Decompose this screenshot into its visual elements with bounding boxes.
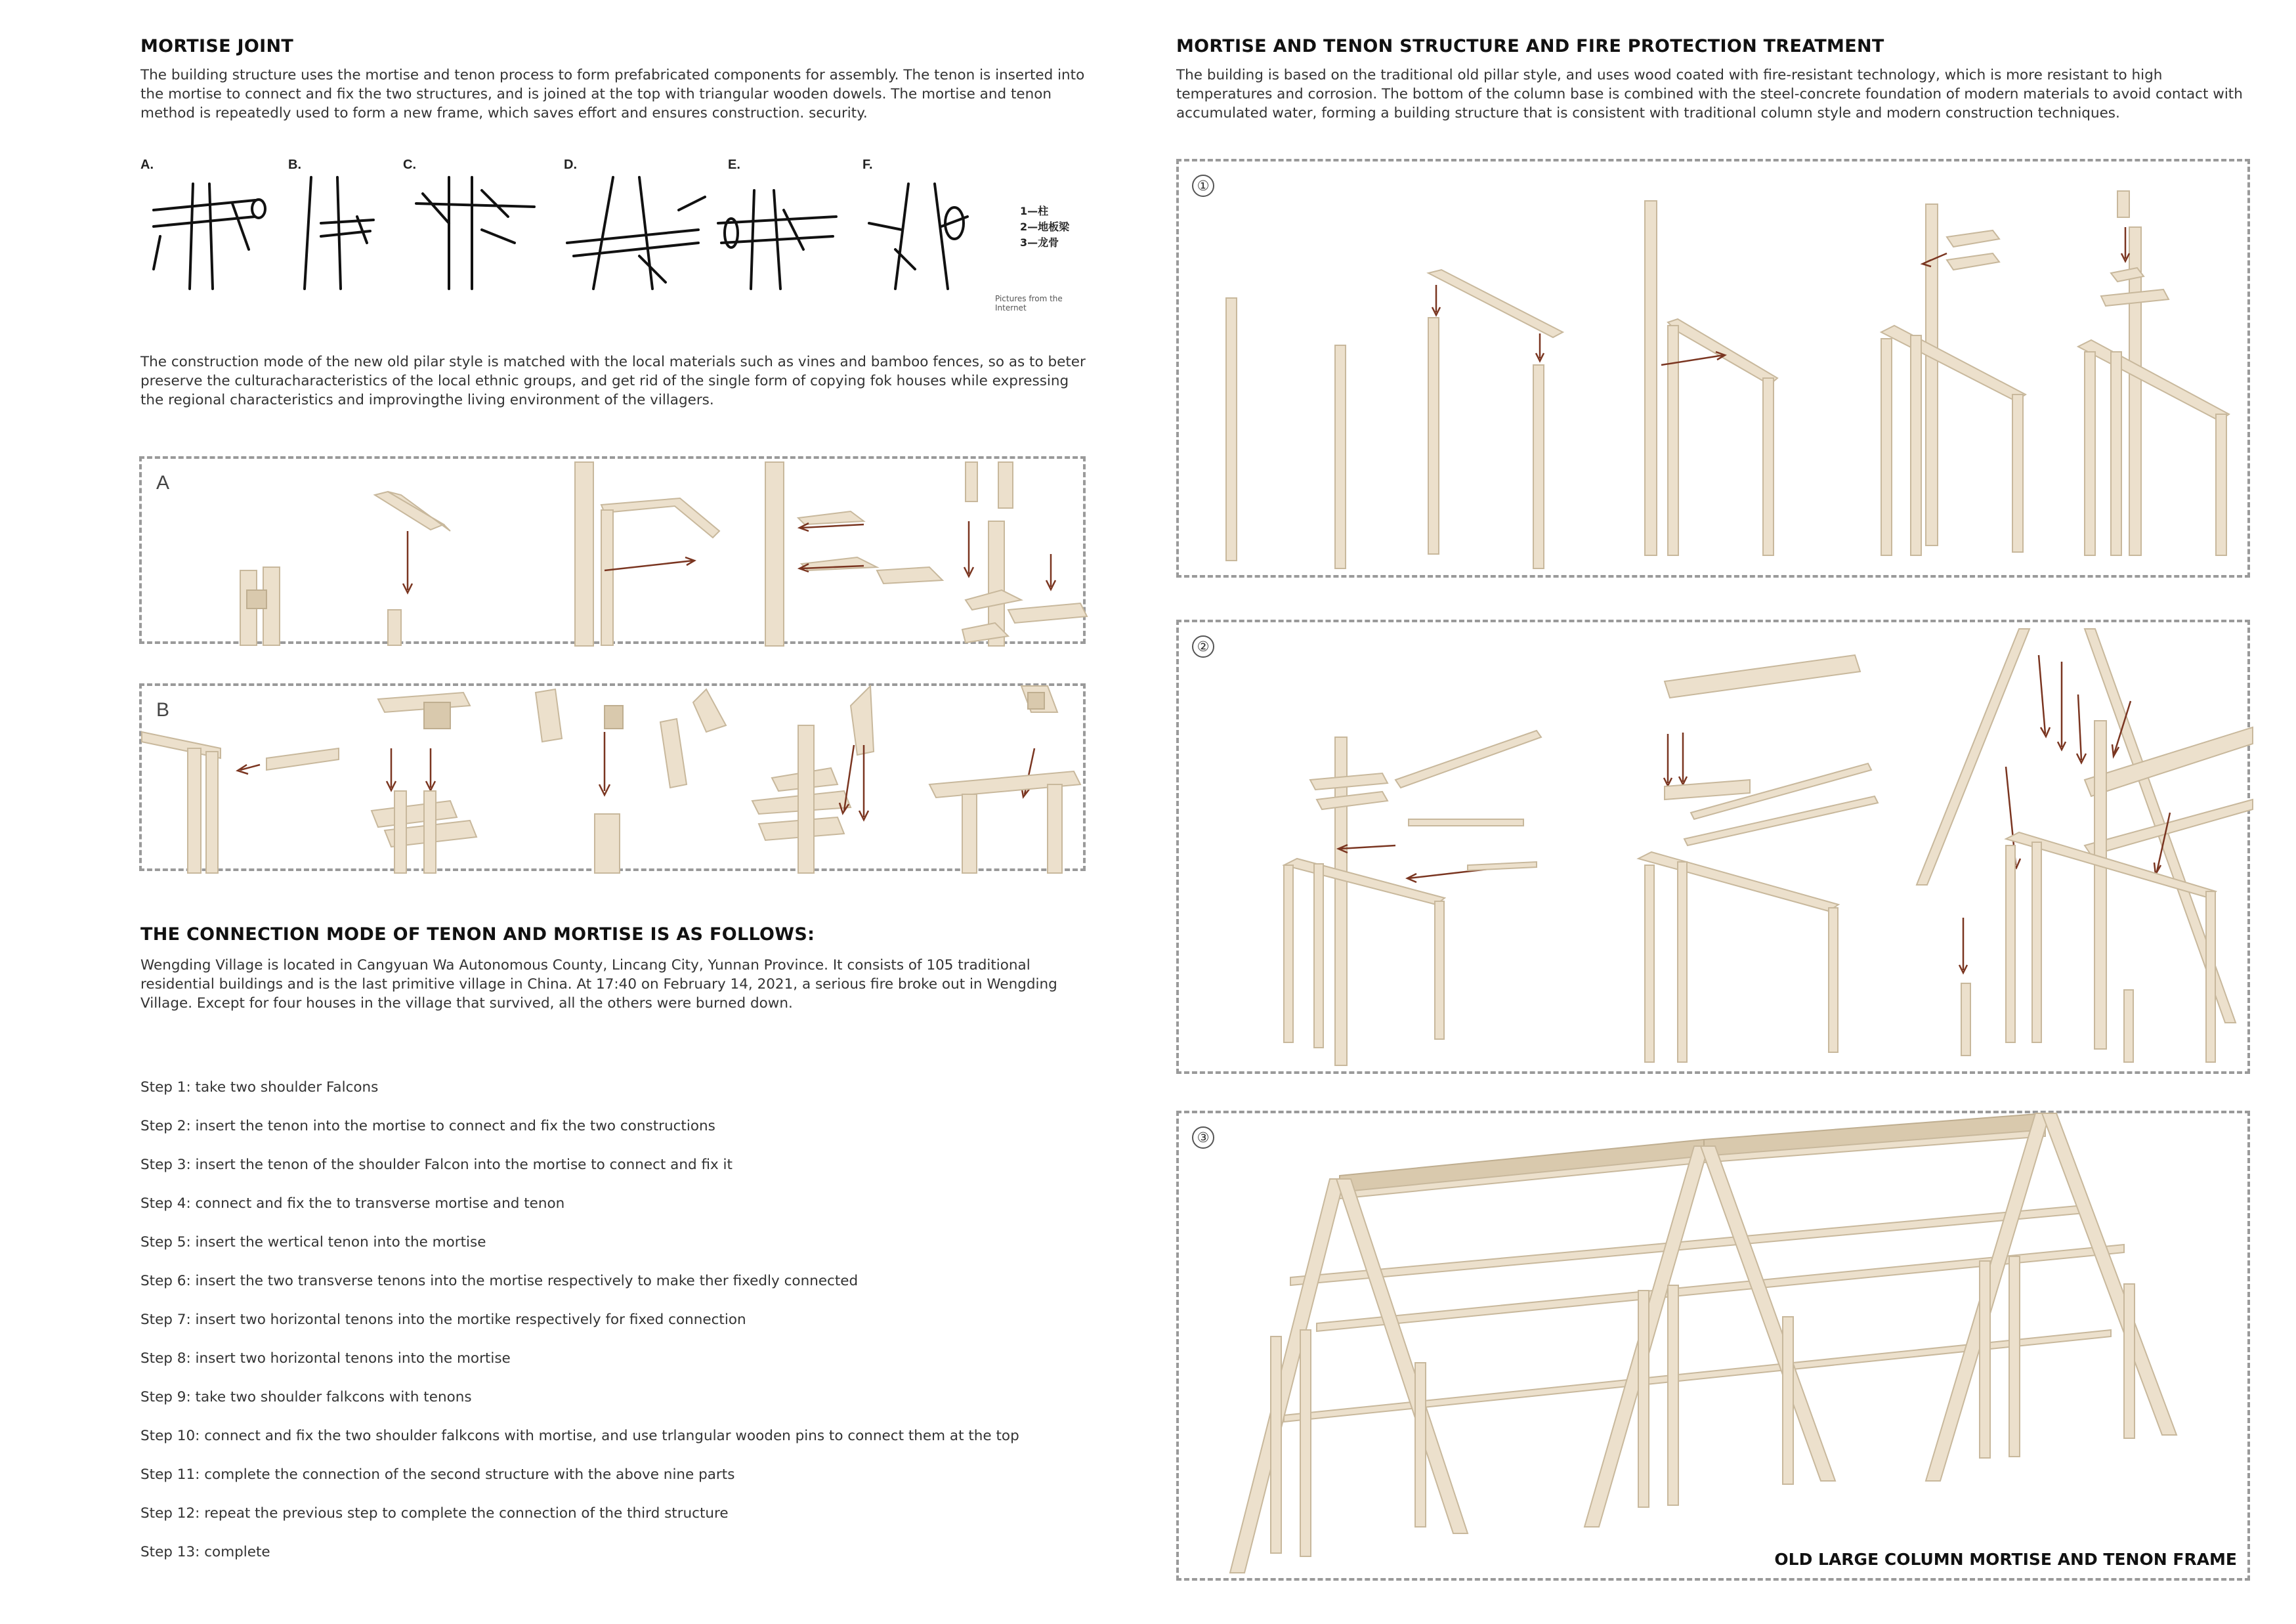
frame-caption: OLD LARGE COLUMN MORTISE AND TENON FRAME — [1774, 1550, 2237, 1569]
list-item: Step 13: complete — [140, 1544, 270, 1560]
sketch-letter-d: D. — [564, 158, 577, 172]
list-item: Step 1: take two shoulder Falcons — [140, 1079, 379, 1096]
box-b-label: B — [156, 699, 170, 721]
joint-sketches — [140, 158, 1092, 312]
list-item: Step 9: take two shoulder falkcons with tenons — [140, 1389, 472, 1405]
connection-mode-paragraph: Wengding Village is located in Cangyuan Wa Autonomous County, Lincang City, Yunnan Province. It consists of 105 traditional residential buildings and is the last primitive village in China. At 17:40 on February 14, 2021, a serious fire broke out in Wengding Village. Except for four houses in the village that survived, all the others were burned down. — [140, 957, 1057, 1012]
sketch-drawings — [140, 171, 1092, 302]
list-item: Step 11: complete the connection of the second structure with the above nine parts — [140, 1466, 735, 1483]
sketch-letter-c: C. — [403, 158, 416, 172]
fire-protection-paragraph: The building is based on the traditional old pillar style, and uses wood coated with fire-resistant technology, which is more resistant to high temperatures and corrosion. The bottom of the column base is combined with the steel-concrete foundation of modern materials to avoid contact with accumulated water, forming a building structure that is consistent with traditional column style and modern construction techniques. — [1176, 67, 2243, 121]
panel-1-number: ① — [1192, 175, 1214, 197]
legend-item: 3—龙骨 — [1020, 236, 1059, 249]
list-item: Step 4: connect and fix the to transverse mortise and tenon — [140, 1195, 565, 1212]
mortise-joint-title: MORTISE JOINT — [140, 36, 294, 56]
legend-item: 2—地板梁 — [1020, 221, 1070, 233]
sketch-credit: Pictures from the Internet — [995, 294, 1063, 312]
list-item: Step 8: insert two horizontal tenons into the mortise — [140, 1350, 511, 1367]
construction-paragraph: The construction mode of the new old pilar style is matched with the local materials such as vines and bamboo fences, so as to beter preserve the culturacharacteristics of the local ethnic groups, and get rid of the single form of copying fok houses while expressing the regional characteristics and improvingthe living environment of the villagers. — [140, 354, 1086, 408]
list-item: Step 10: connect and fix the two shoulder falkcons with mortise, and use trlangular wooden pins to connect them at the top — [140, 1428, 1019, 1444]
panel-3-drawings — [1179, 1113, 2253, 1583]
list-item: Step 12: repeat the previous step to complete the connection of the third structure — [140, 1505, 729, 1522]
mortise-joint-paragraph: The building structure uses the mortise and tenon process to form prefabricated components for assembly. The tenon is inserted into the mortise to connect and fix the two structures, and is joined at the top with triangular wooden dowels. The mortise and tenon method is repeatedly used to form a new frame, which saves effort and ensures construction. security. — [140, 67, 1085, 121]
panel-2-number: ② — [1192, 635, 1214, 658]
sketch-letter-a: A. — [140, 158, 154, 172]
assembly-box-a — [139, 456, 1086, 644]
sketch-letter-f: F. — [862, 158, 873, 172]
connection-mode-title: THE CONNECTION MODE OF TENON AND MORTISE IS AS FOLLOWS: — [140, 924, 815, 945]
box-b-drawings — [142, 686, 1088, 874]
panel-3-number: ③ — [1192, 1126, 1214, 1149]
sketch-legend — [1020, 203, 1069, 251]
list-item: Step 7: insert two horizontal tenons into the mortike respectively for fixed connection — [140, 1312, 746, 1328]
sketch-letter-e: E. — [728, 158, 740, 172]
legend-item: 1—柱 — [1020, 205, 1049, 217]
fire-protection-title: MORTISE AND TENON STRUCTURE AND FIRE PROTECTION TREATMENT — [1176, 36, 1884, 56]
panel-1 — [1176, 159, 2250, 578]
panel-2 — [1176, 620, 2250, 1074]
assembly-box-b — [139, 683, 1086, 871]
panel-2-drawings — [1179, 622, 2253, 1077]
panel-1-drawings — [1179, 161, 2253, 580]
panel-3 — [1176, 1111, 2250, 1581]
list-item: Step 3: insert the tenon of the shoulder Falcon into the mortise to connect and fix it — [140, 1157, 733, 1173]
sketch-letter-b: B. — [288, 158, 301, 172]
box-a-drawings — [142, 459, 1088, 647]
list-item: Step 5: insert the wertical tenon into the mortise — [140, 1234, 486, 1250]
list-item: Step 2: insert the tenon into the mortise to connect and fix the two constructions — [140, 1118, 715, 1134]
list-item: Step 6: insert the two transverse tenons into the mortise respectively to make ther fixedly connected — [140, 1273, 859, 1289]
box-a-label: A — [156, 472, 170, 494]
